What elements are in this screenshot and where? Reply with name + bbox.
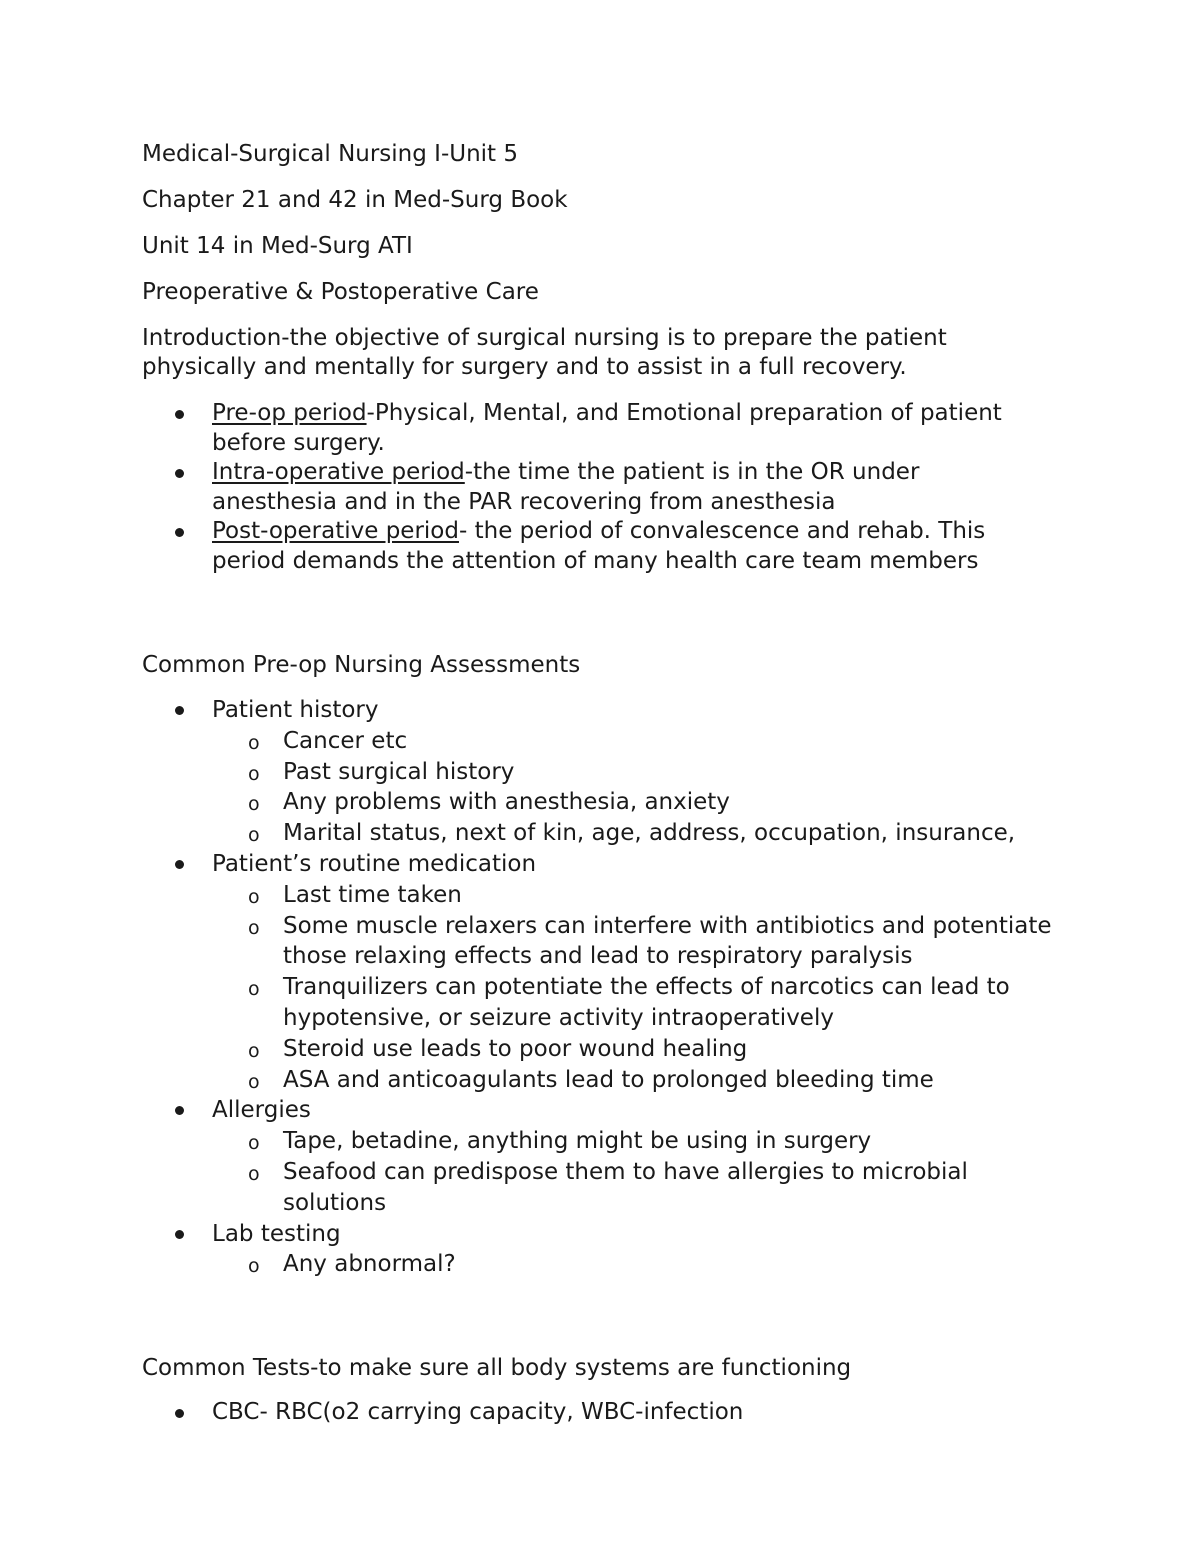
assessments-heading: Common Pre-op Nursing Assessments	[142, 652, 581, 678]
tests-heading: Common Tests-to make sure all body systems are functioning	[142, 1355, 852, 1382]
list-item	[142, 399, 1042, 458]
sub-item-text: Last time taken	[283, 881, 462, 908]
bullet-icon	[175, 1230, 184, 1239]
sub-item-text: Tranquilizers can potentiate the effects of narcotics can lead to hypotensive, or seizure activity intraoperatively	[283, 974, 1010, 1031]
bullet-icon	[175, 1106, 184, 1115]
list-item	[142, 458, 1042, 517]
sub-bullet-icon: o	[248, 1039, 260, 1062]
period-term: Pre-op period	[212, 400, 367, 426]
sub-item-text: Any abnormal?	[283, 1251, 456, 1278]
sub-item-text: ASA and anticoagulants lead to prolonged bleeding time	[283, 1066, 934, 1093]
list-item	[142, 695, 1072, 849]
sub-bullet-icon: o	[248, 885, 260, 908]
sub-item-text: Tape, betadine, anything might be using in surgery	[283, 1128, 872, 1155]
sub-item-text: Any problems with anesthesia, anxiety	[283, 789, 730, 816]
sub-bullet-icon: o	[248, 793, 260, 816]
period-term: Intra-operative period	[212, 459, 465, 485]
bullet-icon	[175, 1409, 184, 1418]
sub-list-item	[212, 880, 1072, 911]
tests-list	[142, 1398, 1102, 1428]
list-item	[142, 1219, 1072, 1281]
sub-list-item	[212, 1249, 1072, 1280]
sub-list-item	[212, 972, 1072, 1034]
sub-list-item	[212, 1034, 1072, 1065]
list-item	[142, 1095, 1072, 1218]
bullet-icon	[175, 469, 184, 478]
period-text: - the period of convalescence and rehab. This period demands the attention of many health care team members	[212, 518, 986, 574]
assessments-list	[142, 695, 1072, 1280]
sub-list	[212, 880, 1072, 1096]
sub-bullet-icon: o	[248, 1132, 260, 1155]
test-item-text: CBC- RBC(o2 carrying capacity, WBC-infection	[212, 1399, 744, 1426]
periods-list	[142, 399, 1042, 576]
intro-paragraph: Introduction-the objective of surgical nursing is to prepare the patient physically and mentally for surgery and to assist in a full recovery.	[142, 325, 947, 380]
sub-list	[212, 1249, 1072, 1280]
assessment-label: Patient’s routine medication	[212, 850, 537, 877]
assessment-label: Allergies	[212, 1097, 311, 1124]
sub-item-text: Marital status, next of kin, age, address, occupation, insurance,	[283, 820, 1016, 847]
sub-bullet-icon: o	[248, 916, 260, 939]
list-item	[142, 849, 1072, 1095]
sub-list-item	[212, 818, 1072, 849]
sub-list-item	[212, 757, 1072, 788]
bullet-icon	[175, 528, 184, 537]
sub-bullet-icon: o	[248, 1162, 260, 1185]
sub-bullet-icon: o	[248, 1255, 260, 1278]
assessment-label: Lab testing	[212, 1220, 341, 1247]
sub-bullet-icon: o	[248, 978, 260, 1001]
sub-list-item	[212, 787, 1072, 818]
sub-item-text: Cancer etc	[283, 727, 408, 754]
bullet-icon	[175, 706, 184, 715]
sub-list	[212, 726, 1072, 849]
sub-item-text: Some muscle relaxers can interfere with antibiotics and potentiate those relaxing effects and lead to respiratory paralysis	[283, 912, 1052, 970]
sub-bullet-icon: o	[248, 762, 260, 785]
sub-list-item	[212, 1126, 1012, 1157]
sub-list-item	[212, 726, 1072, 757]
list-item	[142, 1398, 1102, 1428]
period-text: -Physical, Mental, and Emotional preparation of patient before surgery.	[212, 400, 1002, 456]
sub-item-text: Seafood can predispose them to have allergies to microbial solutions	[283, 1158, 968, 1216]
assessment-label: Patient history	[212, 697, 379, 723]
topic-heading: Preoperative & Postoperative Care	[142, 279, 539, 305]
period-term: Post-operative period	[212, 518, 459, 544]
sub-list-item	[212, 1065, 1072, 1096]
bullet-icon	[175, 860, 184, 869]
list-item	[142, 517, 1042, 576]
sub-item-text: Steroid use leads to poor wound healing	[283, 1035, 748, 1062]
chapter-reference: Chapter 21 and 42 in Med-Surg Book	[142, 187, 568, 213]
document-page	[142, 140, 1102, 1428]
sub-list	[212, 1126, 1012, 1218]
bullet-icon	[175, 410, 184, 419]
sub-bullet-icon: o	[248, 824, 260, 847]
sub-bullet-icon: o	[248, 1070, 260, 1093]
sub-item-text: Past surgical history	[283, 758, 515, 785]
period-text: -the time the patient is in the OR under anesthesia and in the PAR recovering from anesthesia	[212, 459, 920, 515]
sub-bullet-icon: o	[248, 731, 260, 754]
sub-list-item	[212, 1157, 1012, 1219]
sub-list-item	[212, 911, 1072, 973]
document-title: Medical-Surgical Nursing I-Unit 5	[142, 141, 519, 167]
unit-reference: Unit 14 in Med-Surg ATI	[142, 233, 413, 259]
